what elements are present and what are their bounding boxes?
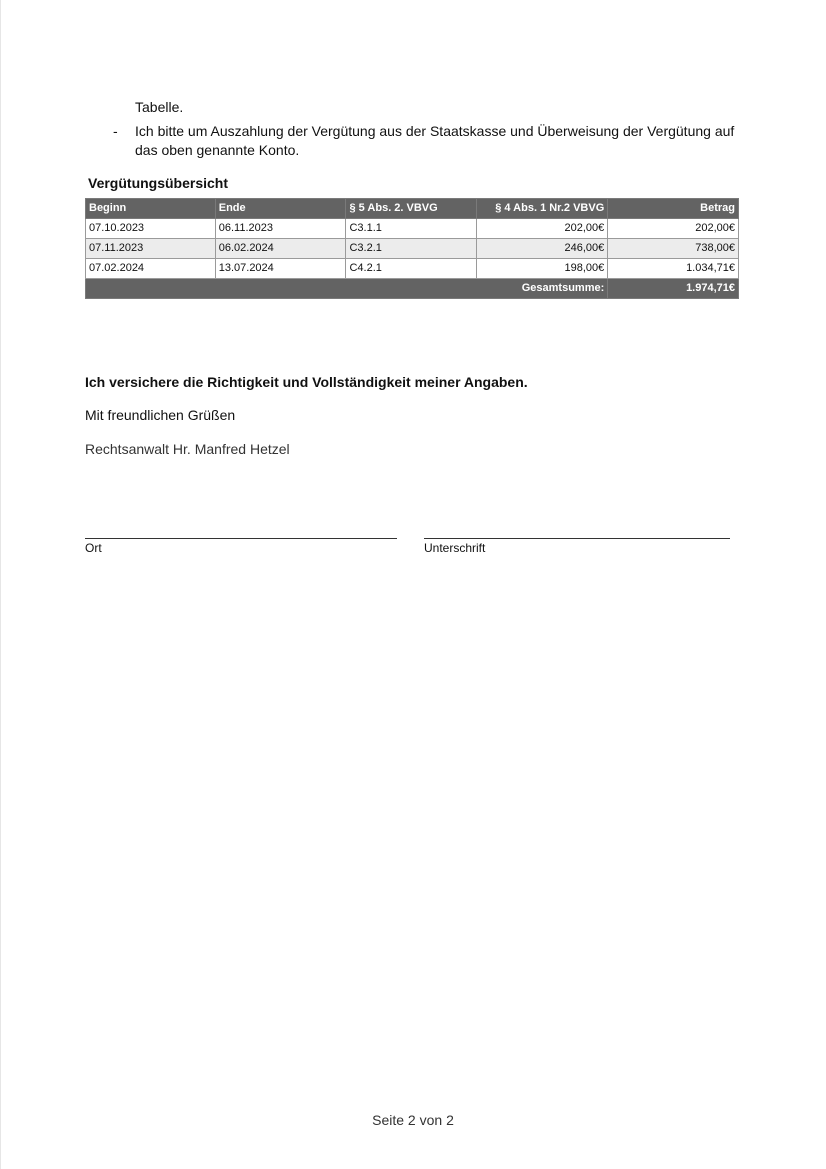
cell-para5: C4.2.1 — [346, 259, 477, 279]
cell-para5: C3.2.1 — [346, 239, 477, 259]
table-row — [86, 259, 739, 279]
table-header-row — [86, 199, 739, 219]
cell-para4: 246,00€ — [477, 239, 608, 259]
total-label: Gesamtsumme: — [86, 279, 608, 299]
closing-greeting: Mit freundlichen Grüßen — [85, 407, 236, 423]
cell-para5: C3.1.1 — [346, 219, 477, 239]
total-value: 1.974,71€ — [608, 279, 739, 299]
page-number: Seite 2 von 2 — [372, 1112, 454, 1128]
table-total-row — [86, 279, 739, 299]
header-beginn: Beginn — [86, 199, 216, 219]
header-betrag: Betrag — [608, 199, 739, 219]
cell-beginn: 07.02.2024 — [86, 259, 216, 279]
page-edge — [0, 0, 1, 1169]
table-row — [86, 239, 739, 259]
assurance-statement: Ich versichere die Richtigkeit und Vollständigkeit meiner Angaben. — [85, 374, 528, 390]
cell-betrag: 202,00€ — [608, 219, 739, 239]
cell-beginn: 07.10.2023 — [86, 219, 216, 239]
cell-beginn: 07.11.2023 — [86, 239, 216, 259]
place-signature-line — [85, 538, 397, 539]
header-para5: § 5 Abs. 2. VBVG — [346, 199, 477, 219]
cell-betrag: 738,00€ — [608, 239, 739, 259]
signer-name: Rechtsanwalt Hr. Manfred Hetzel — [85, 441, 290, 457]
bullet-text: Ich bitte um Auszahlung der Vergütung aus der Staatskasse und Überweisung der Vergütung auf das oben genannte Konto. — [135, 123, 735, 158]
table-title: Vergütungsübersicht — [88, 175, 229, 191]
header-para4: § 4 Abs. 1 Nr.2 VBVG — [477, 199, 608, 219]
cell-ende: 06.11.2023 — [215, 219, 346, 239]
signature-line — [424, 538, 730, 539]
bullet-marker: - — [113, 123, 118, 139]
cell-para4: 198,00€ — [477, 259, 608, 279]
cell-ende: 13.07.2024 — [215, 259, 346, 279]
header-ende: Ende — [215, 199, 346, 219]
cell-ende: 06.02.2024 — [215, 239, 346, 259]
continuation-text: Tabelle. — [135, 99, 184, 115]
signature-label: Unterschrift — [424, 541, 486, 555]
place-label: Ort — [85, 541, 102, 555]
compensation-table — [85, 198, 739, 299]
cell-para4: 202,00€ — [477, 219, 608, 239]
cell-betrag: 1.034,71€ — [608, 259, 739, 279]
table-row — [86, 219, 739, 239]
